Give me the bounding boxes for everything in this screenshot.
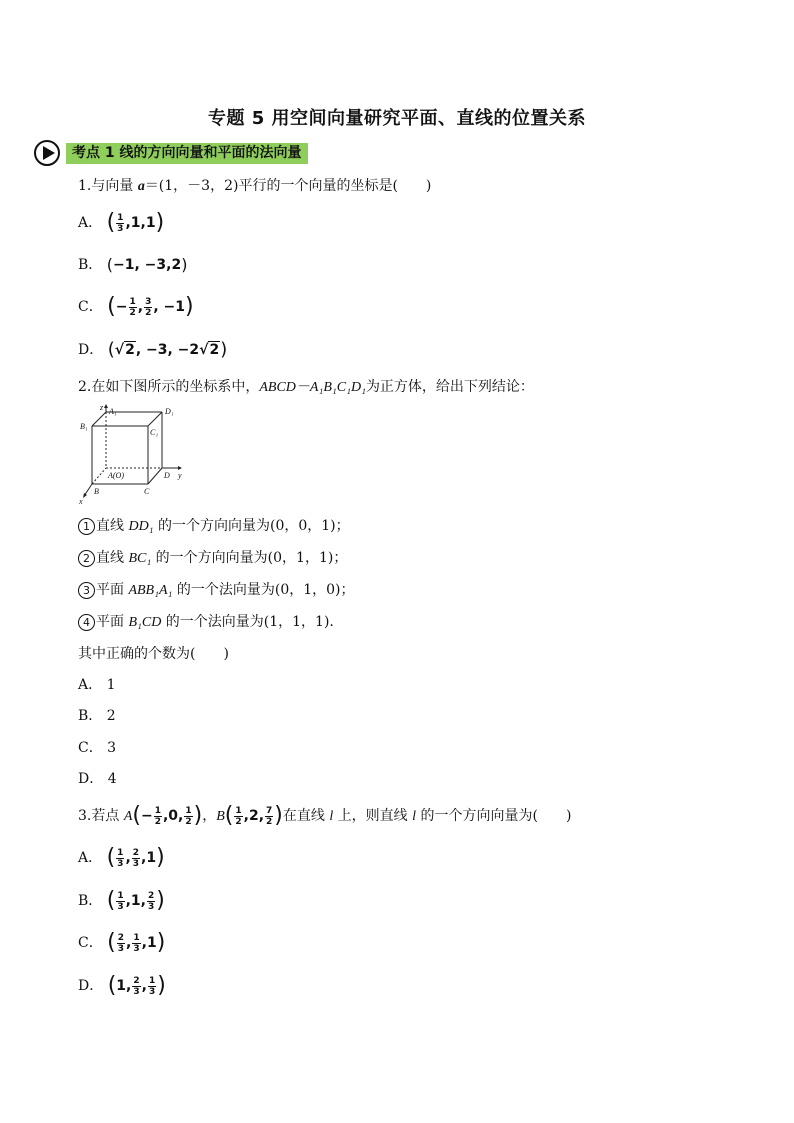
option-value: ( $\frac{1}{3}$ ,1, $\frac{2}{3}$ ): [106, 888, 165, 913]
point-b-coords: ( $\frac{1}{2}$ ,2, $\frac{7}{2}$ ): [224, 803, 283, 828]
option-value: (−1, −3,2): [106, 255, 188, 274]
question-3-option-a[interactable]: [78, 847, 165, 869]
question-2-option-d[interactable]: D． 4: [78, 771, 117, 787]
point-a-coords: (− $\frac{1}{2}$ ,0, $\frac{1}{2}$ ): [132, 803, 203, 828]
question-1-option-b[interactable]: [78, 254, 187, 276]
circled-number: 2: [78, 550, 95, 567]
point-a: A: [123, 809, 133, 824]
circled-number: 4: [78, 614, 95, 631]
cube-coordinate-figure: [78, 404, 190, 506]
fraction: $\frac{3}{2}$: [145, 296, 152, 318]
circled-number: 3: [78, 582, 95, 599]
statement-1: 1 直线 DD₁ 的一个方向向量为(0，0，1)；: [78, 516, 350, 537]
label-d: D: [164, 471, 170, 480]
label-d1: D₁: [165, 407, 174, 416]
question-3-stem: 3.若点 A(− $\frac{1}{2}$ ,0, $\frac{1}{2}$ )，B( $\frac{1}{2}$ ,2, $\frac{7}{2}$ )在直线 l 上，则直线 l 的一个方向向量为( ): [78, 803, 572, 828]
option-value: ( $\frac{1}{3}$ , $\frac{2}{3}$ ,1): [106, 845, 165, 870]
circled-number: 1: [78, 518, 95, 535]
option-value: ( $\frac{1}{3}$ ,1,1): [106, 210, 165, 235]
question-1-option-c[interactable]: [78, 296, 194, 318]
option-letter: A．: [78, 215, 103, 231]
label-y: y: [178, 471, 182, 480]
question-2-prefix: 2.在如下图所示的坐标系中，: [78, 379, 260, 395]
label-c: C: [144, 487, 150, 496]
question-2-option-b[interactable]: B． 2: [78, 708, 116, 724]
statement-4: 4 平面 B₁CD 的一个法向量为(1，1，1).: [78, 612, 334, 633]
question-1-prefix: 1.与向量: [78, 178, 138, 194]
label-a-origin: A(O): [108, 471, 124, 480]
option-letter: B．: [78, 257, 103, 273]
option-value: (√2, −3, −2√2): [107, 339, 228, 360]
statement-3: 3 平面 ABB₁A₁ 的一个法向量为(0，1，0)；: [78, 580, 355, 601]
label-a1: A₁: [109, 407, 117, 416]
option-letter: D．: [78, 978, 104, 994]
option-letter: B．: [78, 893, 103, 909]
question-2-option-a[interactable]: A． 1: [78, 677, 116, 693]
section-heading: 考点 1 线的方向向量和平面的法向量: [66, 143, 308, 164]
option-letter: D．: [78, 342, 104, 358]
question-1-stem: [78, 176, 431, 197]
point-b: B: [216, 809, 225, 824]
option-letter: C．: [78, 299, 103, 315]
question-1-option-d[interactable]: [78, 339, 227, 361]
page-title: 专题 5 用空间向量研究平面、直线的位置关系: [207, 108, 587, 129]
question-1-text: ＝(1，－3，2)平行的一个向量的坐标是( ): [144, 178, 432, 194]
question-3-option-b[interactable]: [78, 890, 165, 912]
fraction: $\frac{1}{3}$: [117, 212, 124, 234]
vector-a: a: [137, 179, 145, 194]
option-value: (− $\frac{1}{2}$ , $\frac{3}{2}$ , −1): [107, 294, 194, 319]
option-letter: A．: [78, 850, 103, 866]
question-2-suffix: 为正方体，给出下列结论：: [365, 379, 534, 395]
play-arrow-icon: [34, 140, 60, 166]
question-2-question: 其中正确的个数为( ): [78, 646, 229, 662]
statement-2: 2 直线 BC₁ 的一个方向向量为(0，1，1)；: [78, 548, 347, 569]
option-value: (1, $\frac{2}{3}$ , $\frac{1}{3}$ ): [107, 973, 166, 998]
cube-name: ABCD－A₁B₁C₁D₁: [259, 380, 366, 395]
question-3-option-c[interactable]: [78, 932, 165, 954]
question-3-option-d[interactable]: [78, 975, 166, 997]
label-x: x: [79, 497, 83, 506]
fraction: $\frac{1}{2}$: [129, 296, 136, 318]
label-c1: C₁: [150, 428, 159, 437]
option-value: ( $\frac{2}{3}$ , $\frac{1}{3}$ ,1): [107, 930, 166, 955]
question-2-option-c[interactable]: C． 3: [78, 740, 117, 756]
label-b1: B₁: [80, 422, 88, 431]
option-letter: C．: [78, 935, 103, 951]
question-2-stem: [78, 377, 534, 398]
label-z: z: [100, 404, 104, 412]
question-1-option-a[interactable]: [78, 212, 164, 234]
label-b: B: [94, 487, 99, 496]
